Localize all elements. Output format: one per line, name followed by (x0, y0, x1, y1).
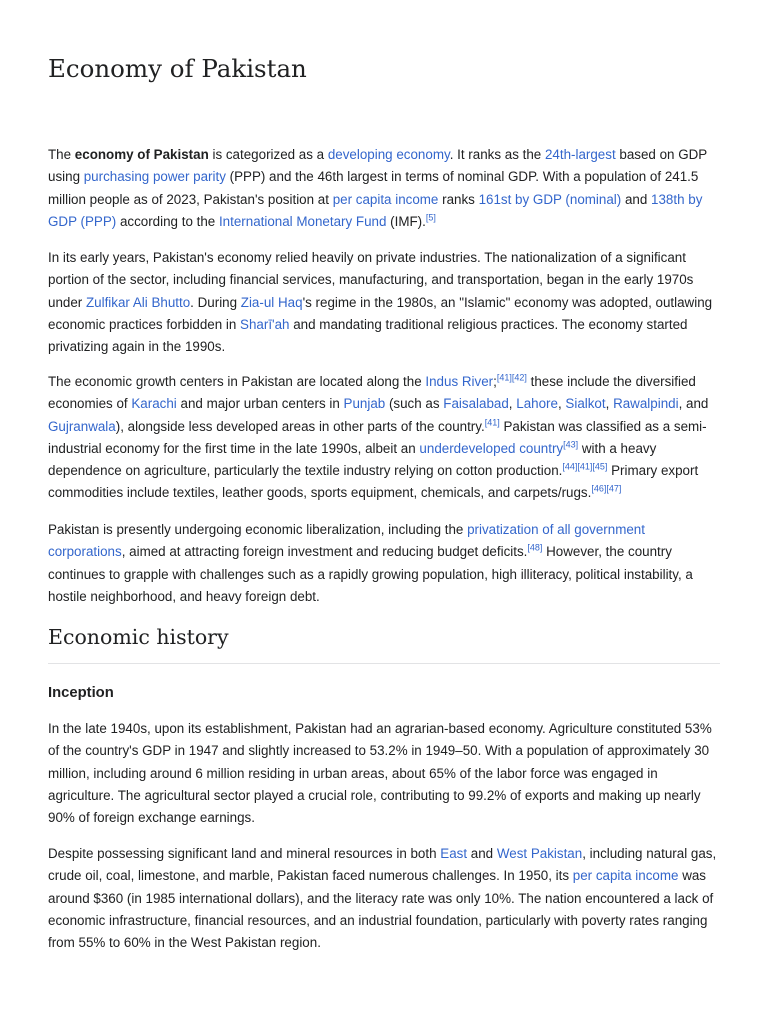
link-developing-economy[interactable]: developing economy (327, 147, 450, 162)
link-161st-by-gdp[interactable]: 161st by GDP (nominal) (478, 191, 622, 207)
link-zulfikar-ali-bhutto[interactable]: Zulfikar Ali Bhutto (85, 294, 191, 310)
text: is categorized as a (208, 147, 328, 162)
text: In the late 1940s, upon its establishment, Pakistan had an agrarian-based economy. Agriculture constituted 53% of the country's GDP in 1947 and slightly increased to 53.2% in 1949–50. With a population of approximately 30 million, including around 6 million residing in urban areas, about 65% of the labor force was engaged in agriculture. The agricultural sector played a crucial role, contributing to 99.2% of exports and making up nearly 90% of foreign exchange earnings. (48, 721, 712, 826)
text: Despite possessing significant land and mineral resources in both (48, 846, 441, 861)
text: . During (190, 294, 241, 310)
text: , (557, 396, 566, 412)
text: Pakistan is presently undergoing economic liberalization, including the (48, 522, 468, 537)
bold-term: economy of Pakistan (74, 147, 209, 162)
text: , including natural gas, crude oil, coal, limestone, and marble, Pakistan faced numerous challenges. In 1950, its (48, 846, 717, 884)
link-indus-river[interactable]: Indus River (425, 374, 494, 389)
link-zia-ul-haq[interactable]: Zia-ul Haq (240, 294, 303, 310)
link-per-capita-income[interactable]: per capita income (332, 191, 439, 207)
ref-45[interactable]: [45] (592, 461, 608, 472)
text: The economic growth centers in Pakistan are located along the (48, 374, 426, 389)
text: was around $360 (in 1985 international dollars), and the literacy rate was only 10%. The nation encountered a lack of economic infrastructure, financial resources, and an industrial foundation, particularly with poverty rates ranging from 55% to 60% in the West Pakistan region. (48, 868, 714, 951)
ref-46[interactable]: [46] (591, 484, 607, 495)
link-138th-by-gdp[interactable]: 138th by GDP (PPP) (48, 191, 703, 229)
text: , aimed at attracting foreign investment and reducing budget deficits. (121, 544, 528, 560)
text: ; (493, 374, 497, 389)
link-lahore[interactable]: Lahore (516, 396, 558, 412)
link-privatization[interactable]: privatization of all government corporations (48, 522, 645, 560)
text: , and (678, 396, 709, 412)
text: Pakistan was classified as a semi-industrial economy for the first time in the late 1990s, albeit an (48, 418, 707, 456)
text: ), alongside less developed areas in other parts of the country. (115, 418, 485, 434)
text: In its early years, Pakistan's economy relied heavily on private industries. The nationalization of a significant portion of the sector, including financial services, manufacturing, and transportation, began in the early 1970s under (48, 250, 694, 310)
link-purchasing-power-parity[interactable]: purchasing power parity (83, 169, 226, 185)
link-per-capita-income[interactable]: per capita income (572, 868, 679, 884)
text: and (467, 846, 497, 861)
link-rawalpindi[interactable]: Rawalpindi (613, 396, 679, 412)
ref-48[interactable]: [48] (527, 542, 543, 553)
link-sialkot[interactable]: Sialkot (565, 396, 606, 412)
ref-47[interactable]: [47] (606, 484, 622, 495)
text: ranks (438, 191, 479, 207)
inception-paragraph-1 (48, 718, 723, 829)
link-shariah[interactable]: Sharī'ah (240, 316, 290, 332)
ref-44[interactable]: [44] (562, 461, 578, 472)
intro-paragraph-4 (48, 519, 723, 608)
text: , (508, 396, 517, 412)
text: . It ranks as the (449, 147, 545, 162)
ref-41[interactable]: [41] (577, 461, 593, 472)
intro-paragraph-1 (48, 144, 723, 233)
link-gujranwala[interactable]: Gujranwala (48, 418, 116, 434)
text: The (48, 147, 75, 162)
text: based on GDP using (48, 147, 707, 185)
text: However, the country continues to grapple with challenges such as a rapidly growing population, high illiteracy, political instability, a hostile neighborhood, and heavy foreign debt. (48, 544, 693, 604)
link-underdeveloped-country[interactable]: underdeveloped country (419, 440, 564, 456)
subsection-heading-inception: Inception (48, 685, 114, 701)
link-east-pakistan[interactable]: East (440, 846, 468, 861)
ref-5[interactable]: [5] (425, 212, 436, 223)
text: , (605, 396, 614, 412)
link-imf[interactable]: International Monetary Fund (218, 213, 387, 229)
section-heading-economic-history: Economic history (48, 622, 720, 664)
link-46th-largest[interactable]: 46th largest (317, 169, 388, 185)
link-faisalabad[interactable]: Faisalabad (443, 396, 509, 412)
text: (IMF). (386, 213, 426, 229)
text: and mandating traditional religious practices. The economy started privatizing again in the 1990s. (48, 316, 688, 355)
text: these include the diversified economies of (48, 374, 696, 412)
intro-paragraph-3 (48, 371, 723, 505)
inception-paragraph-2 (48, 843, 723, 954)
text: (PPP) and the (225, 169, 318, 185)
ref-41[interactable]: [41] (484, 417, 500, 428)
ref-43[interactable]: [43] (563, 439, 579, 450)
ref-41[interactable]: [41] (496, 372, 512, 383)
text: and major urban centers in (176, 396, 344, 412)
text: (such as (385, 396, 444, 412)
text: 's regime in the 1980s, an "Islamic" economy was adopted, outlawing economic practices forbidden in (48, 294, 713, 332)
page-title: Economy of Pakistan (48, 54, 307, 83)
link-punjab[interactable]: Punjab (343, 396, 386, 412)
intro-paragraph-2 (48, 247, 723, 358)
link-karachi[interactable]: Karachi (131, 396, 177, 412)
text: with a heavy dependence on agriculture, particularly the textile industry relying on cotton production. (48, 440, 657, 479)
text: in terms of nominal GDP. With a population of 241.5 million people as of 2023, Pakistan's position at (48, 169, 699, 207)
ref-42[interactable]: [42] (511, 372, 527, 383)
text: according to the (116, 213, 219, 229)
text: Primary export commodities include textiles, leather goods, sports equipment, chemicals, and carpets/rugs. (48, 463, 699, 501)
link-west-pakistan[interactable]: West Pakistan (496, 846, 583, 861)
text: and (621, 191, 652, 207)
link-24th-largest[interactable]: 24th-largest (544, 147, 616, 162)
